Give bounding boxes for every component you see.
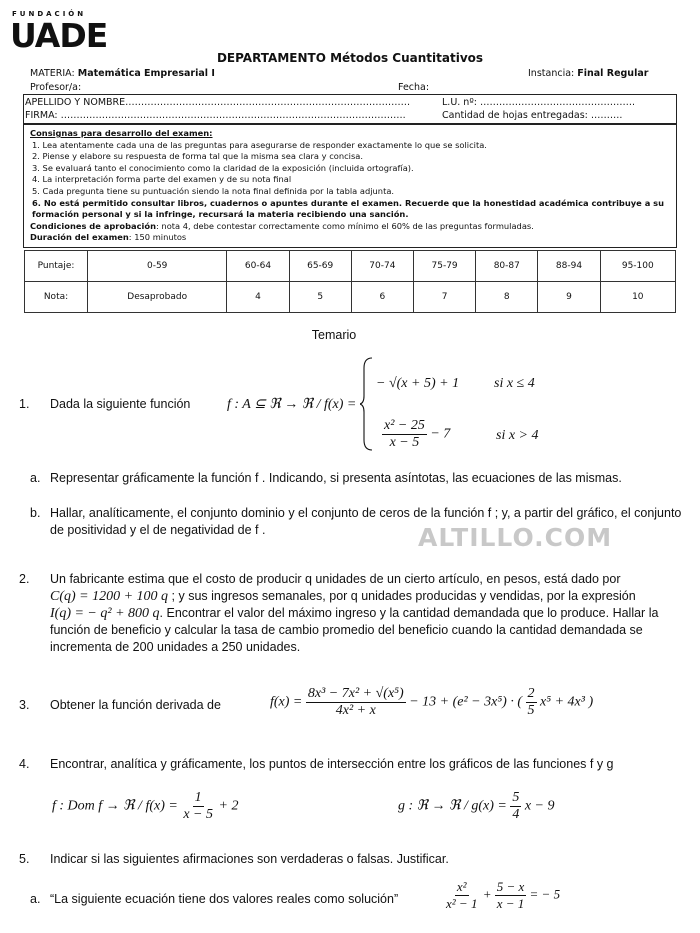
aprobacion-text: : nota 4, debe contestar correctamente como mínimo el 60% de las preguntas formuladas. — [156, 220, 534, 231]
student-info-box — [23, 94, 677, 124]
duracion-line — [30, 232, 671, 244]
q4-g-lhs: g : ℜ → ℜ / g(x) = — [398, 798, 507, 814]
logo-foundation-text: FUNDACIÓN — [12, 10, 87, 18]
consigna-item: 2. Piense y elabore su respuesta de forma tal que la misma sea clara y concisa. — [32, 151, 364, 162]
q5-eq-num1: x² — [456, 879, 467, 894]
apellido-field[interactable]: APELLIDO Y NOMBRE……………………………………………………………………………… — [25, 97, 411, 108]
q3-tail: − 13 + (e² − 3x⁵) · ( — [409, 694, 523, 710]
q1-case1: − √(x + 5) + 1 — [376, 376, 460, 391]
fecha-label: Fecha: — [398, 82, 430, 93]
temario-heading: Temario — [311, 328, 357, 342]
materia-value: Matemática Empresarial I — [77, 68, 215, 79]
q5-eq-den1: x² − 1 — [446, 896, 478, 911]
q5-eq-plus: + — [482, 886, 492, 902]
consigna-item-honesty: 6. No está permitido consultar libros, cuadernos o apuntes durante el examen. Recuerde que la honestidad académica contribuye a su formación personal y si la infringe, recursará la materia recibiendo una sanción. — [32, 197, 665, 220]
nota-cell: Desaprobado — [88, 282, 227, 313]
q5a-text: “La siguiente ecuación tiene dos valores reales como solución” — [50, 892, 399, 906]
hojas-field[interactable]: Cantidad de hojas entregadas: ………. — [442, 110, 623, 121]
puntaje-cell: 95-100 — [600, 251, 675, 282]
puntaje-cell: 75-79 — [413, 251, 475, 282]
q4-g-num: 5 — [512, 790, 520, 805]
q3-text: Obtener la función derivada de — [50, 698, 221, 712]
q3-number: 3. — [19, 698, 30, 712]
materia-line — [30, 68, 215, 79]
q3-tail2: x⁵ + 4x³ ) — [540, 694, 594, 710]
q1a-text: Representar gráficamente la función f . Indicando, si presenta asíntotas, las ecuaciones de las mismas. — [50, 471, 622, 485]
q5-number: 5. — [19, 852, 30, 866]
nota-cell: 9 — [538, 282, 600, 313]
nota-cell: 4 — [227, 282, 289, 313]
q2-number: 2. — [19, 572, 30, 586]
q4-f-den: x − 5 — [183, 807, 213, 822]
q4-g-den: 4 — [512, 807, 520, 822]
puntaje-cell: 88-94 — [538, 251, 600, 282]
duracion-label: Duración del examen — [30, 232, 129, 243]
puntaje-cell: 80-87 — [476, 251, 538, 282]
q1-cond2: si x > 4 — [496, 428, 539, 443]
q2-line3: . Encontrar el valor del máximo ingreso y la cantidad demandada que lo produce. Hallar la función de beneficio y calcular la tasa de cambio promedio del beneficio cuando la cantidad demandada se incrementa de 200 unidades a 250 unidades. — [50, 606, 659, 654]
q1-case2-den: x − 5 — [389, 435, 420, 450]
q4-g-def — [398, 790, 555, 823]
q1b-label: b. — [30, 506, 41, 520]
q5-eq-den2: x − 1 — [496, 896, 525, 911]
q4-f-def — [52, 790, 238, 823]
logo-uade: UADE — [10, 16, 108, 55]
grades-table — [24, 250, 676, 313]
puntaje-cell: 65-69 — [289, 251, 351, 282]
consigna-item: 4. La interpretación forma parte del examen y de su nota final — [32, 174, 292, 185]
q5a-equation — [444, 879, 560, 912]
nota-cell: 7 — [413, 282, 475, 313]
q2-income-function: I(q) = − q² + 800 q — [50, 606, 160, 621]
consignas-box — [23, 124, 677, 248]
nota-cell: 5 — [289, 282, 351, 313]
q4-number: 4. — [19, 757, 30, 771]
puntaje-row — [25, 251, 676, 282]
nota-row — [25, 282, 676, 313]
q3-numerator: 8x³ − 7x² + √(x⁵) — [307, 686, 404, 701]
puntaje-cell: 70-74 — [351, 251, 413, 282]
instancia-line — [528, 68, 648, 79]
consigna-item: 5. Cada pregunta tiene su puntuación siendo la nota final definida por la tabla adjunta. — [32, 185, 395, 196]
q4-f-num: 1 — [194, 790, 202, 805]
q4-f-lhs: f : Dom f → ℜ / f(x) = — [52, 798, 178, 814]
q5-eq-rhs: = − 5 — [529, 886, 561, 902]
q1-case2-tail: − 7 — [430, 426, 451, 442]
q1-number: 1. — [19, 397, 30, 411]
q2-body — [50, 571, 686, 656]
nota-cell: 10 — [600, 282, 675, 313]
q1-brace — [360, 356, 374, 452]
q1-function-def: f : A ⊆ ℜ → ℜ / f(x) = — [227, 397, 357, 412]
profesor-label: Profesor/a: — [30, 82, 82, 93]
instancia-label: Instancia: — [528, 68, 575, 79]
watermark: ALTILLO.COM — [418, 523, 613, 552]
q4-f-tail: + 2 — [218, 798, 239, 814]
q4-g-tail: x − 9 — [524, 798, 555, 814]
department-title: DEPARTAMENTO Métodos Cuantitativos — [216, 51, 484, 65]
consignas-title: Consignas para desarrollo del examen: — [30, 128, 213, 138]
q2-cost-function: C(q) = 1200 + 100 q — [50, 589, 169, 604]
aprobacion-line — [30, 221, 671, 233]
nota-label: Nota: — [25, 282, 88, 313]
q3-denominator: 4x² + x — [335, 703, 376, 718]
puntaje-cell: 0-59 — [88, 251, 227, 282]
materia-label: MATERIA: — [30, 68, 75, 79]
q3-formula — [270, 686, 593, 719]
q1b-text: Hallar, analíticamente, el conjunto dominio y el conjunto de ceros de la función f ; y, a partir del gráfico, el conjunto de positividad y el de negatividad de f . — [50, 506, 682, 537]
q3-frac-num: 2 — [527, 686, 535, 701]
firma-field[interactable]: FIRMA: ………………………………………………………………………………………………. — [25, 110, 406, 121]
consigna-item: 3. Se evaluará tanto el conocimiento como la claridad de la exposición (incluida ortografía). — [32, 162, 414, 173]
nota-cell: 6 — [351, 282, 413, 313]
q5-eq-num2: 5 − x — [496, 879, 525, 894]
q3-lhs: f(x) = — [270, 694, 303, 710]
consigna-item: 1. Lea atentamente cada una de las preguntas para asegurarse de responder exactamente lo que se solicita. — [32, 139, 487, 150]
q1-case2-num: x² − 25 — [384, 418, 425, 433]
puntaje-label: Puntaje: — [25, 251, 88, 282]
q5a-label: a. — [30, 892, 41, 906]
q2-line1: Un fabricante estima que el costo de producir q unidades de un cierto artículo, en pesos, está dado por — [50, 572, 621, 586]
q4-text: Encontrar, analítica y gráficamente, los puntos de intersección entre los gráficos de las funciones f y g — [50, 757, 614, 771]
q5-text: Indicar si las siguientes afirmaciones son verdaderas o falsas. Justificar. — [50, 852, 449, 866]
lu-field[interactable]: L.U. nº: …………………………………………. — [442, 97, 636, 108]
aprobacion-label: Condiciones de aprobación — [30, 220, 156, 231]
nota-cell: 8 — [476, 282, 538, 313]
puntaje-cell: 60-64 — [227, 251, 289, 282]
q1-text: Dada la siguiente función — [50, 397, 191, 411]
q3-frac-den: 5 — [527, 703, 535, 718]
q1-cond1: si x ≤ 4 — [494, 376, 535, 391]
duracion-text: : 150 minutos — [128, 232, 187, 243]
q1-case2 — [382, 418, 450, 451]
q1a-label: a. — [30, 471, 41, 485]
q2-line2: ; y sus ingresos semanales, por q unidades producidas y vendidas, por la expresión — [171, 589, 636, 603]
instancia-value: Final Regular — [577, 68, 649, 79]
